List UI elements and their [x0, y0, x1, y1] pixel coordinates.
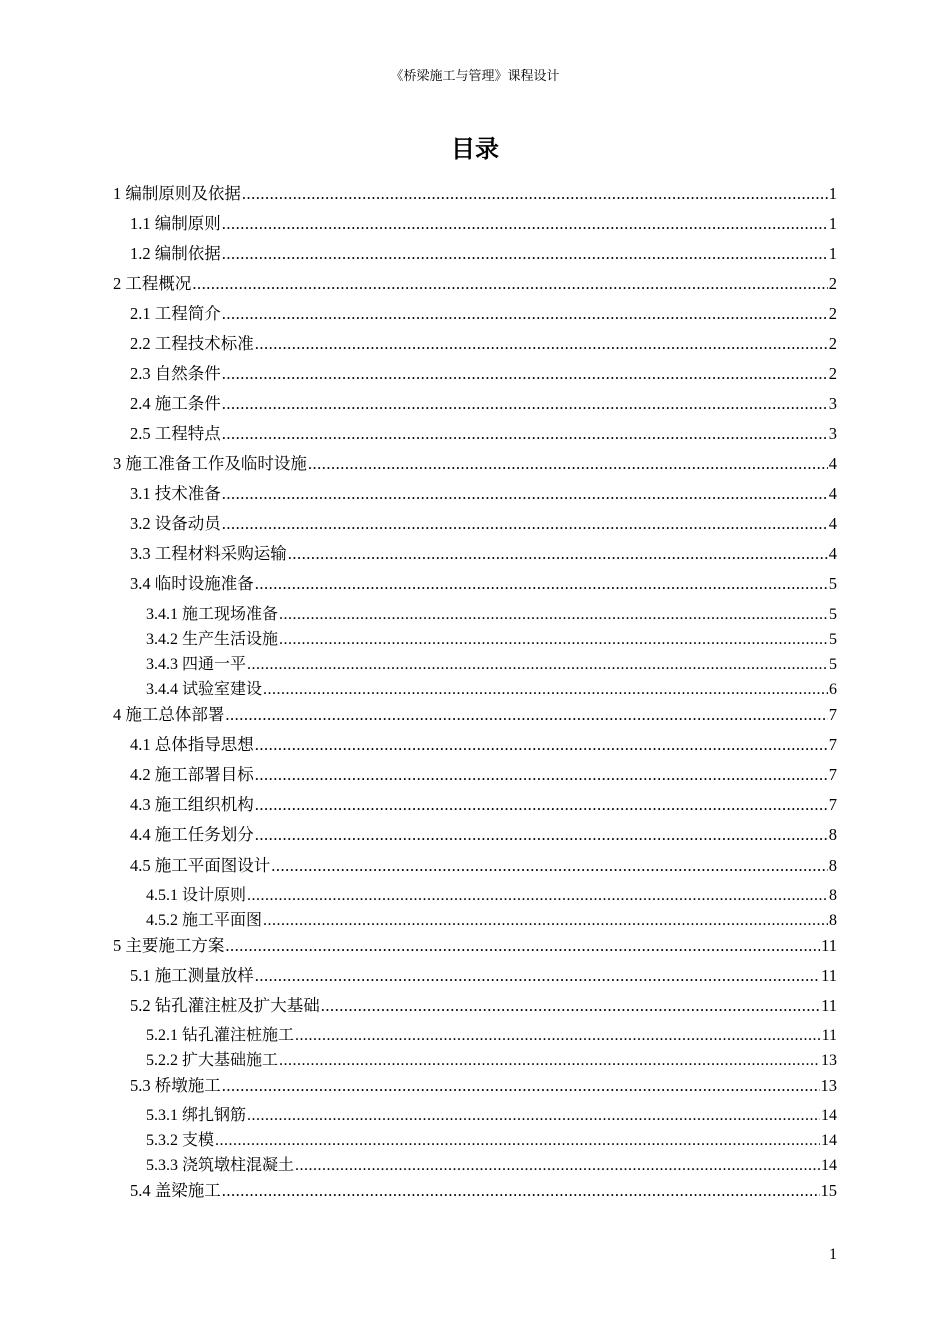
toc-leader-dots: [271, 855, 828, 877]
toc-entry-page: 7: [828, 735, 837, 754]
toc-entry[interactable]: [130, 794, 837, 816]
toc-entry-label: 4 施工总体部署: [113, 705, 225, 724]
toc-entry[interactable]: [130, 965, 837, 987]
toc-entry-page: 15: [820, 1181, 837, 1200]
toc-entry-label: 3.2 设备动员: [130, 514, 221, 533]
toc-entry-label: 5.2.2 扩大基础施工: [146, 1052, 279, 1069]
toc-entry-page: 14: [821, 1157, 837, 1174]
toc-entry[interactable]: [130, 423, 837, 445]
toc-entry-label: 3.4.1 施工现场准备: [146, 606, 279, 623]
toc-leader-dots: [255, 824, 828, 846]
toc-entry-label: 5.3.2 支模: [146, 1132, 215, 1149]
toc-title: 目录: [451, 135, 499, 163]
toc-entry-page: 5: [829, 631, 837, 648]
toc-entry[interactable]: [130, 855, 837, 877]
toc-entry-page: 1: [828, 184, 837, 203]
toc-leader-dots: [279, 604, 828, 626]
toc-entry-page: 4: [828, 514, 837, 533]
toc-entry[interactable]: [130, 393, 837, 415]
toc-leader-dots: [222, 1075, 820, 1097]
toc-entry-label: 3 施工准备工作及临时设施: [113, 454, 307, 473]
toc-entry-page: 8: [828, 856, 837, 875]
toc-leader-dots: [222, 513, 828, 535]
toc-entry[interactable]: [130, 243, 837, 265]
toc-entry[interactable]: [130, 213, 837, 235]
toc-leader-dots: [263, 910, 828, 932]
toc-entry[interactable]: [146, 604, 837, 626]
toc-entry[interactable]: [130, 764, 837, 786]
toc-entry[interactable]: [146, 679, 837, 701]
toc-entry-page: 13: [820, 1076, 837, 1095]
page-number: 1: [829, 1246, 837, 1263]
toc-entry-page: 5: [829, 606, 837, 623]
toc-entry-label: 5.2.1 钻孔灌注桩施工: [146, 1027, 295, 1044]
toc-entry[interactable]: [130, 824, 837, 846]
toc-leader-dots: [222, 1180, 820, 1202]
toc-entry-label: 5.3 桥墩施工: [130, 1076, 221, 1095]
toc-leader-dots: [222, 363, 828, 385]
toc-entry-page: 1: [828, 244, 837, 263]
toc-leader-dots: [222, 303, 828, 325]
toc-entry[interactable]: [113, 935, 837, 957]
toc-entry-page: 4: [828, 544, 837, 563]
toc-entry[interactable]: [130, 573, 837, 595]
toc-entry[interactable]: [146, 1025, 837, 1047]
toc-entry-page: 11: [821, 936, 837, 955]
toc-entry[interactable]: [130, 513, 837, 535]
toc-entry-page: 2: [828, 334, 837, 353]
toc-entry-page: 7: [828, 705, 837, 724]
toc-leader-dots: [242, 183, 828, 205]
toc-entry[interactable]: [146, 1105, 837, 1127]
toc-entry-label: 2.4 施工条件: [130, 394, 221, 413]
toc-leader-dots: [279, 629, 828, 651]
toc-entry-label: 4.5.1 设计原则: [146, 887, 247, 904]
toc-entry-page: 11: [821, 966, 837, 985]
toc-entry-label: 1 编制原则及依据: [113, 184, 241, 203]
toc-entry-label: 4.1 总体指导思想: [130, 735, 254, 754]
toc-leader-dots: [247, 885, 828, 907]
toc-entry-label: 3.1 技术准备: [130, 484, 221, 503]
toc-entry-label: 5.2 钻孔灌注桩及扩大基础: [130, 996, 320, 1015]
toc-leader-dots: [247, 654, 828, 676]
toc-entry[interactable]: [146, 910, 837, 932]
page-header: 《桥梁施工与管理》课程设计: [390, 68, 560, 83]
toc-entry-label: 2.2 工程技术标准: [130, 334, 254, 353]
toc-entry-page: 2: [828, 304, 837, 323]
toc-entry-label: 3.4 临时设施准备: [130, 574, 254, 593]
toc-leader-dots: [222, 213, 828, 235]
toc-leader-dots: [222, 483, 828, 505]
toc-entry[interactable]: [130, 483, 837, 505]
toc-entry[interactable]: [146, 885, 837, 907]
toc-entry[interactable]: [130, 1180, 837, 1202]
toc-entry-page: 6: [829, 681, 837, 698]
toc-entry-label: 5.3.1 绑扎钢筋: [146, 1107, 247, 1124]
toc-entry[interactable]: [130, 543, 837, 565]
toc-leader-dots: [215, 1130, 820, 1152]
toc-leader-dots: [225, 704, 827, 726]
toc-entry-label: 3.3 工程材料采购运输: [130, 544, 287, 563]
toc-entry-label: 5.4 盖梁施工: [130, 1181, 221, 1200]
toc-leader-dots: [255, 734, 828, 756]
toc-entry-page: 3: [828, 424, 837, 443]
toc-leader-dots: [295, 1155, 820, 1177]
toc-entry[interactable]: [146, 1130, 837, 1152]
toc-leader-dots: [255, 965, 820, 987]
toc-leader-dots: [255, 764, 828, 786]
toc-leader-dots: [308, 453, 828, 475]
toc-entry-page: 11: [821, 1027, 837, 1044]
toc-leader-dots: [255, 573, 828, 595]
toc-entry[interactable]: [130, 303, 837, 325]
toc-entry[interactable]: [130, 1075, 837, 1097]
toc-entry[interactable]: [113, 183, 837, 205]
toc-entry-page: 2: [828, 364, 837, 383]
toc-leader-dots: [288, 543, 828, 565]
toc-leader-dots: [222, 423, 828, 445]
toc-entry-page: 5: [828, 574, 837, 593]
toc-entry-page: 5: [829, 656, 837, 673]
toc-entry-page: 14: [821, 1132, 837, 1149]
toc-entry-label: 4.5.2 施工平面图: [146, 912, 263, 929]
toc-entry[interactable]: [130, 734, 837, 756]
toc-entry-label: 4.2 施工部署目标: [130, 765, 254, 784]
toc-entry[interactable]: [113, 273, 837, 295]
toc-entry-page: 2: [828, 274, 837, 293]
toc-leader-dots: [255, 794, 828, 816]
toc-entry-page: 7: [828, 795, 837, 814]
toc-leader-dots: [255, 333, 828, 355]
toc-entry-label: 5.3.3 浇筑墩柱混凝土: [146, 1157, 295, 1174]
toc-entry-page: 8: [829, 887, 837, 904]
toc-entry[interactable]: [130, 333, 837, 355]
toc-leader-dots: [321, 995, 820, 1017]
toc-leader-dots: [222, 243, 828, 265]
toc-entry-page: 4: [828, 454, 837, 473]
toc-entry-label: 1.2 编制依据: [130, 244, 221, 263]
toc-entry-label: 3.4.3 四通一平: [146, 656, 247, 673]
toc-entry-label: 2.5 工程特点: [130, 424, 221, 443]
toc-entry-label: 5 主要施工方案: [113, 936, 225, 955]
toc-entry-label: 4.4 施工任务划分: [130, 825, 254, 844]
toc-entry-page: 13: [821, 1052, 837, 1069]
toc-entry[interactable]: [146, 629, 837, 651]
toc-leader-dots: [279, 1050, 820, 1072]
toc-entry-label: 4.5 施工平面图设计: [130, 856, 271, 875]
toc-entry-label: 2 工程概况: [113, 274, 192, 293]
toc-entry[interactable]: [130, 363, 837, 385]
toc-entry[interactable]: [113, 704, 837, 726]
toc-leader-dots: [295, 1025, 821, 1047]
toc-entry-page: 8: [828, 825, 837, 844]
toc-entry-label: 3.4.4 试验室建设: [146, 681, 263, 698]
toc-leader-dots: [225, 935, 820, 957]
toc-entry[interactable]: [130, 995, 837, 1017]
toc-leader-dots: [192, 273, 827, 295]
toc-entry[interactable]: [113, 453, 837, 475]
toc-entry[interactable]: [146, 1155, 837, 1177]
toc-leader-dots: [222, 393, 828, 415]
toc-entry-label: 2.1 工程简介: [130, 304, 221, 323]
toc-entry-label: 1.1 编制原则: [130, 214, 221, 233]
toc-leader-dots: [247, 1105, 820, 1127]
toc-entry-page: 7: [828, 765, 837, 784]
toc-entry-page: 4: [828, 484, 837, 503]
toc-entry-label: 5.1 施工测量放样: [130, 966, 254, 985]
toc-leader-dots: [263, 679, 828, 701]
toc-entry-label: 4.3 施工组织机构: [130, 795, 254, 814]
toc-entry-label: 2.3 自然条件: [130, 364, 221, 383]
toc-entry-page: 11: [821, 996, 837, 1015]
toc-entry-page: 3: [828, 394, 837, 413]
toc-entry-label: 3.4.2 生产生活设施: [146, 631, 279, 648]
toc-entry[interactable]: [146, 1050, 837, 1072]
toc-entry-page: 8: [829, 912, 837, 929]
toc-entry-page: 1: [828, 214, 837, 233]
toc-entry-page: 14: [821, 1107, 837, 1124]
toc-entry[interactable]: [146, 654, 837, 676]
